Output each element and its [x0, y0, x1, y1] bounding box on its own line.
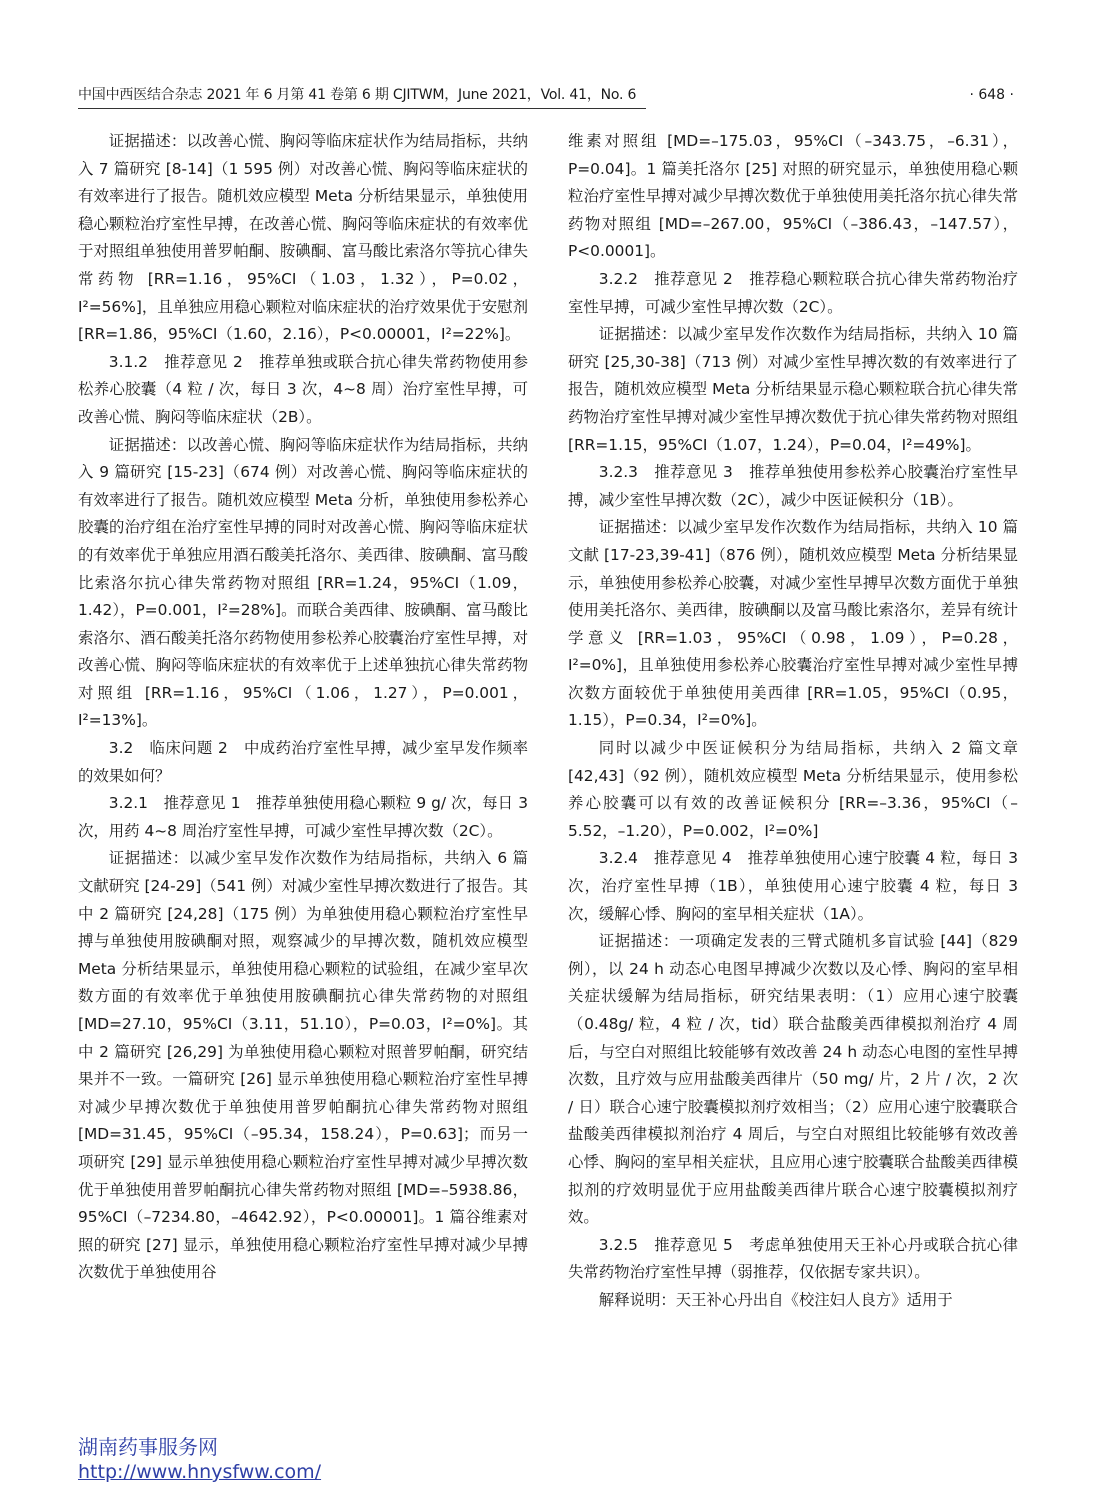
recommendation-heading: 3.2.5 推荐意见 5 考虑单独使用天王补心丹或联合抗心律失常药物治疗室性早搏（弱推荐，仅依据专家共识）。 [568, 1235, 1018, 1282]
recommendation-heading: 3.2.3 推荐意见 3 推荐单独使用参松养心胶囊治疗室性早搏，减少室性早搏次数（2C），减少中医证候积分（1B）。 [568, 463, 1018, 509]
page-number: · 648 · [969, 87, 1014, 103]
paragraph: 证据描述：以改善心慌、胸闷等临床症状作为结局指标，共纳入 9 篇研究 [15-23]（674 例）对改善心慌、胸闷等临床症状的有效率进行了报告。随机效应模型 Meta 分析，单独使用参松养心胶囊的治疗组在治疗室性早搏的同时对改善心慌、胸闷等临床症状的有效率优于单独应用酒石酸美托洛尔、美西律、胺碘酮、富马酸比索洛尔抗心律失常药物对照组 [RR=1.24，95%CI（1.09，1.42），P=0.001，I²=28%]。而联合美西律、胺碘酮、富马酸比索洛尔、酒石酸美托洛尔药物使用参松养心胶囊治疗室性早搏，对改善心慌、胸闷等临床症状的有效率优于上述单独抗心律失常药物对照组 [RR=1.16，95%CI（1.06，1.27），P=0.001，I²=13%]。 [78, 435, 528, 730]
watermark-site-name: 湖南药事服务网 [78, 1435, 218, 1459]
paragraph: 解释说明：天王补心丹出自《校注妇人良方》适用于 [598, 1290, 953, 1309]
paragraph: 证据描述：以减少室早发作次数作为结局指标，共纳入 10 篇文献 [17-23,39-41]（876 例），随机效应模型 Meta 分析结果显示，单独使用参松养心胶囊，对减少室性早搏早次数方面优于单独使用美托洛尔、美西律，胺碘酮以及富马酸比索洛尔，差异有统计学意义 [RR=1.03，95%CI（0.98，1.09），P=0.28，I²=0%]，且单独使用参松养心胶囊治疗室性早搏对减少室性早搏次数方面较优于单独使用美西律 [RR=1.05，95%CI（0.95，1.15），P=0.34，I²=0%]。 [568, 518, 1018, 730]
section-heading: 3.2 临床问题 2 中成药治疗室性早搏，减少室早发作频率的效果如何？ [78, 739, 528, 785]
recommendation-heading: 3.2.2 推荐意见 2 推荐稳心颗粒联合抗心律失常药物治疗室性早搏，可减少室性早搏次数（2C）。 [568, 269, 1018, 316]
header-rule [78, 108, 646, 109]
running-header [78, 84, 1022, 108]
recommendation-heading: 3.1.2 推荐意见 2 推荐单独或联合抗心律失常药物使用参松养心胶囊（4 粒 / 次，每日 3 次，4~8 周）治疗室性早搏，可改善心慌、胸闷等临床症状（2B）。 [78, 352, 528, 426]
paragraph: 证据描述：以减少室早发作次数作为结局指标，共纳入 10 篇研究 [25,30-38]（713 例）对减少室性早搏次数的有效率进行了报告，随机效应模型 Meta 分析结果显示稳心颗粒联合抗心律失常药物治疗室性早搏对减少室性早搏次数优于抗心律失常药物对照组 [RR=1.15，95%CI（1.07，1.24），P=0.04，I²=49%]。 [568, 325, 1018, 454]
watermark-url-link[interactable]: http://www.hnysfww.com/ [78, 1461, 322, 1483]
paragraph: 证据描述：一项确定发表的三臂式随机多盲试验 [44]（829 例），以 24 h 动态心电图早搏减少次数以及心悸、胸闷的室早相关症状缓解为结局指标，研究结果表明：（1）应用心速宁胶囊（0.48g/ 粒，4 粒 / 次，tid）联合盐酸美西律模拟剂治疗 4 周后，与空白对照组比较能够有效改善 24 h 动态心电图的室性早搏次数，且疗效与应用盐酸美西律片（50 mg/ 片，2 片 / 次，2 次 / 日）联合心速宁胶囊模拟剂疗效相当；（2）应用心速宁胶囊联合盐酸美西律模拟剂治疗 4 周后，与空白对照组比较能够有效改善心悸、胸闷的室早相关症状，且应用心速宁胶囊联合盐酸美西律模拟剂的疗效明显优于应用盐酸美西律片联合心速宁胶囊模拟剂疗效。 [568, 932, 1018, 1227]
paragraph-continued: 维素对照组 [MD=–175.03，95%CI（–343.75，–6.31），P=0.04]。1 篇美托洛尔 [25] 对照的研究显示，单独使用稳心颗粒治疗室性早搏对减少早搏次数优于单独使用美托洛尔抗心律失常药物对照组 [MD=–267.00，95%CI（–386.43，–147.57），P<0.0001]。 [568, 132, 1018, 261]
recommendation-heading: 3.2.4 推荐意见 4 推荐单独使用心速宁胶囊 4 粒，每日 3 次，治疗室性早搏（1B），单独使用心速宁胶囊 4 粒，每日 3 次，缓解心悸、胸闷的室早相关症状（1A）。 [568, 849, 1018, 923]
paragraph: 同时以减少中医证候积分为结局指标，共纳入 2 篇文章 [42,43]（92 例），随机效应模型 Meta 分析结果显示，使用参松养心胶囊可以有效的改善证候积分 [RR=–3.36，95%CI（–5.52，–1.20），P=0.002，I²=0%] [568, 739, 1018, 840]
paragraph: 证据描述：以改善心慌、胸闷等临床症状作为结局指标，共纳入 7 篇研究 [8-14]（1 595 例）对改善心慌、胸闷等临床症状的有效率进行了报告。随机效应模型 Meta 分析结果显示，单独使用稳心颗粒治疗室性早搏，在改善心慌、胸闷等临床症状的有效率优于对照组单独使用普罗帕酮、胺碘酮、富马酸比索洛尔等抗心律失常药物 [RR=1.16，95%CI（1.03，1.32），P=0.02，I²=56%]，且单独应用稳心颗粒对临床症状的治疗效果优于安慰剂 [RR=1.86，95%CI（1.60，2.16），P<0.00001，I²=22%]。 [78, 132, 528, 344]
left-column [78, 128, 528, 1287]
right-column [568, 128, 1018, 1315]
journal-citation: 中国中西医结合杂志 2021 年 6 月第 41 卷第 6 期 CJITWM，June 2021，Vol. 41，No. 6 [78, 87, 637, 103]
recommendation-heading: 3.2.1 推荐意见 1 推荐单独使用稳心颗粒 9 g/ 次，每日 3 次，用药 4~8 周治疗室性早搏，可减少室性早搏次数（2C）。 [78, 794, 528, 840]
paragraph: 证据描述：以减少室早发作次数作为结局指标，共纳入 6 篇文献研究 [24-29]（541 例）对减少室性早搏次数进行了报告。其中 2 篇研究 [24,28]（175 例）为单独使用稳心颗粒治疗室性早搏与单独使用胺碘酮对照，观察减少的早搏次数，随机效应模型 Meta 分析结果显示，单独使用稳心颗粒的试验组，在减少室早次数方面的有效率优于单独使用胺碘酮抗心律失常药物的对照组 [MD=27.10，95%CI（3.11，51.10），P=0.03，I²=0%]。其中 2 篇研究 [26,29] 为单独使用稳心颗粒对照普罗帕酮，研究结果并不一致。一篇研究 [26] 显示单独使用稳心颗粒治疗室性早搏对减少早搏次数优于单独使用普罗帕酮抗心律失常药物对照组 [MD=31.45，95%CI（–95.34，158.24），P=0.63]；而另一项研究 [29] 显示单独使用稳心颗粒治疗室性早搏对减少早搏次数优于单独使用普罗帕酮抗心律失常药物对照组 [MD=–5938.86，95%CI（–7234.80，–4642.92），P<0.00001]。1 篇谷维素对照的研究 [27] 显示，单独使用稳心颗粒治疗室性早搏对减少早搏次数优于单独使用谷 [78, 849, 528, 1282]
